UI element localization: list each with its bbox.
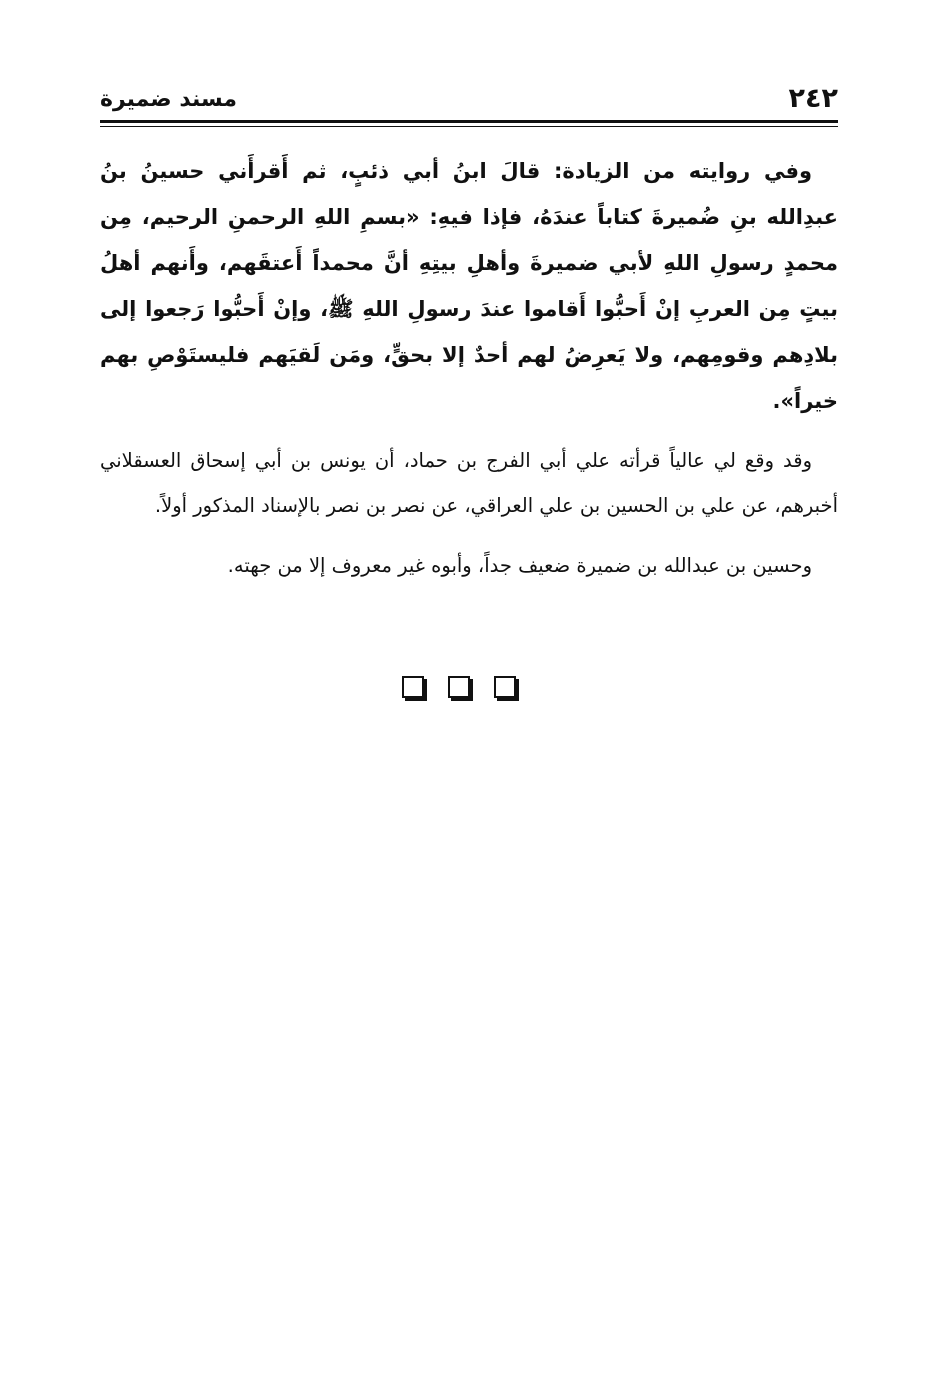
page-header (100, 80, 838, 120)
paragraph-isnad: وقد وقع لي عالياً قرأته علي أبي الفرج بن حماد، أن يونس بن أبي إسحاق العسقلاني أخبرهم، عن علي بن الحسين بن علي العراقي، عن نصر بن نصر بالإسناد المذكور أولاً. (100, 449, 838, 517)
paragraph-hadith-text: وفي روايته من الزيادة: قالَ ابنُ أبي ذئبٍ، ثم أَقرأَني حسينُ بنُ عبدِالله بنِ ضُميرةَ كتاباً عندَهُ، فإذا فيهِ: «بسمِ اللهِ الرحمنِ الرحيم، مِن محمدٍ رسولِ اللهِ لأبي ضميرةَ وأهلِ بيتِهِ أنَّ محمداً أَعتقَهم، وأَنهم أهلُ بيتٍ مِن العربِ إنْ أَحبُّوا أَقاموا عندَ رسولِ اللهِ ﷺ، وإنْ أَحبُّوا رَجعوا إلى بلادِهم وقومِهم، ولا يَعرِضُ لهم أحدٌ إلا بحقٍّ، ومَن لَقيَهم فليستَوْصِ بهم خيراً». (100, 159, 838, 413)
square-ornament-icon (494, 676, 516, 698)
header-rule-thick (100, 120, 838, 123)
header-rule-thin (100, 126, 838, 127)
body-text (100, 148, 838, 586)
square-ornament-icon (448, 676, 470, 698)
page-number: ٢٤٢ (788, 83, 838, 114)
section-end-ornament (402, 676, 532, 702)
running-head: مسند ضميرة (100, 87, 238, 112)
paragraph-grading: وحسين بن عبدالله بن ضميرة ضعيف جداً، وأبوه غير معروف إلا من جهته. (227, 554, 812, 577)
square-ornament-icon (402, 676, 424, 698)
